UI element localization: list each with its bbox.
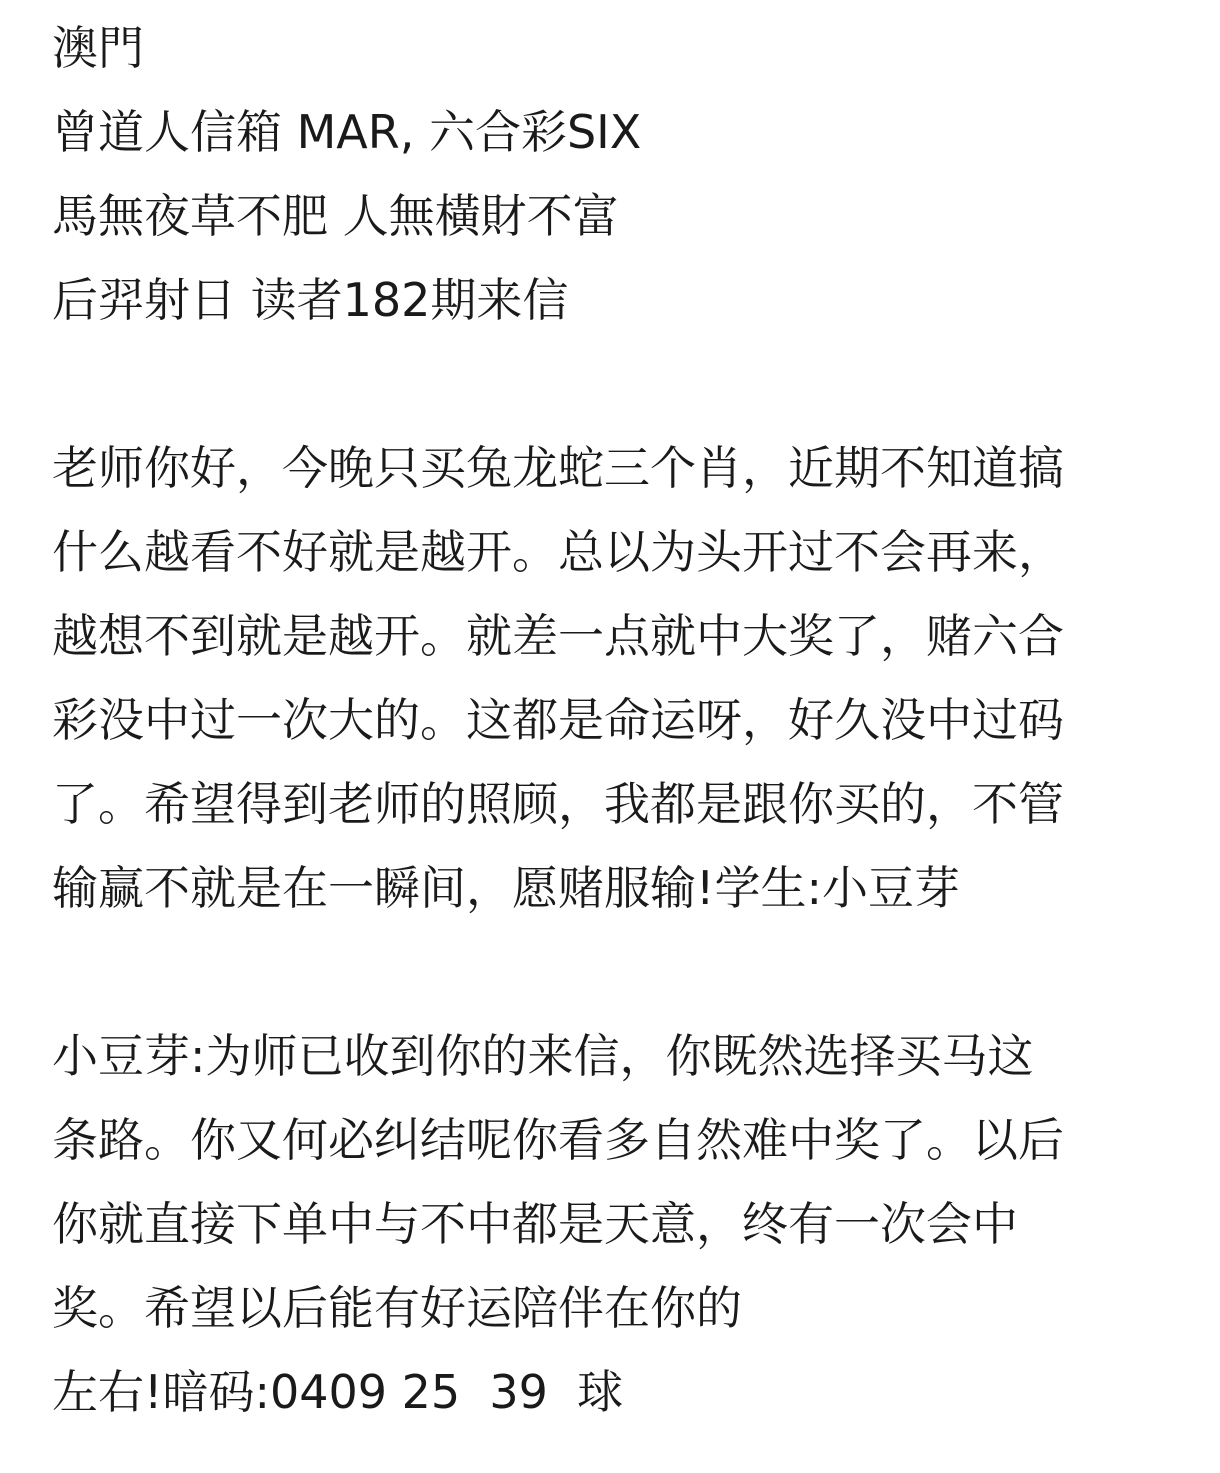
reply-line: 奖。希望以后能有好运陪伴在你的 <box>52 1281 742 1335</box>
letter-line: 老师你好，今晚只买兔龙蛇三个肖，近期不知道搞 <box>52 441 1064 495</box>
paragraph-spacer <box>52 930 1202 1014</box>
paragraph-spacer <box>52 342 1202 426</box>
letter-line: 什么越看不好就是越开。总以为头开过不会再来， <box>52 525 1064 579</box>
reply-line: 你就直接下单中与不中都是天意，终有一次会中 <box>52 1197 1018 1251</box>
letter-line: 彩没中过一次大的。这都是命运呀，好久没中过码 <box>52 693 1064 747</box>
secret-code-line: 左右!暗码:0409 25 39 球 <box>52 1365 624 1419</box>
letter-line: 越想不到就是越开。就差一点就中大奖了，赌六合 <box>52 609 1064 663</box>
reader-letter <box>52 426 1202 930</box>
reply-line: 小豆芽:为师已收到你的来信，你既然选择买马这 <box>52 1029 1034 1083</box>
letter-line: 输赢不就是在一瞬间，愿赌服输!学生:小豆芽 <box>52 861 960 915</box>
proverb-line: 馬無夜草不肥 人無橫財不富 <box>52 189 619 243</box>
mailbox-title: 曾道人信箱 MAR, 六合彩SIX <box>52 105 642 159</box>
teacher-reply <box>52 1014 1202 1434</box>
post-content <box>52 6 1202 1434</box>
letter-line: 了。希望得到老师的照顾，我都是跟你买的，不管 <box>52 777 1064 831</box>
reply-line: 条路。你又何必纠结呢你看多自然难中奖了。以后 <box>52 1113 1064 1167</box>
issue-line: 后羿射日 读者182期来信 <box>52 273 569 327</box>
header-block <box>52 6 1202 342</box>
location-title: 澳門 <box>52 21 144 75</box>
